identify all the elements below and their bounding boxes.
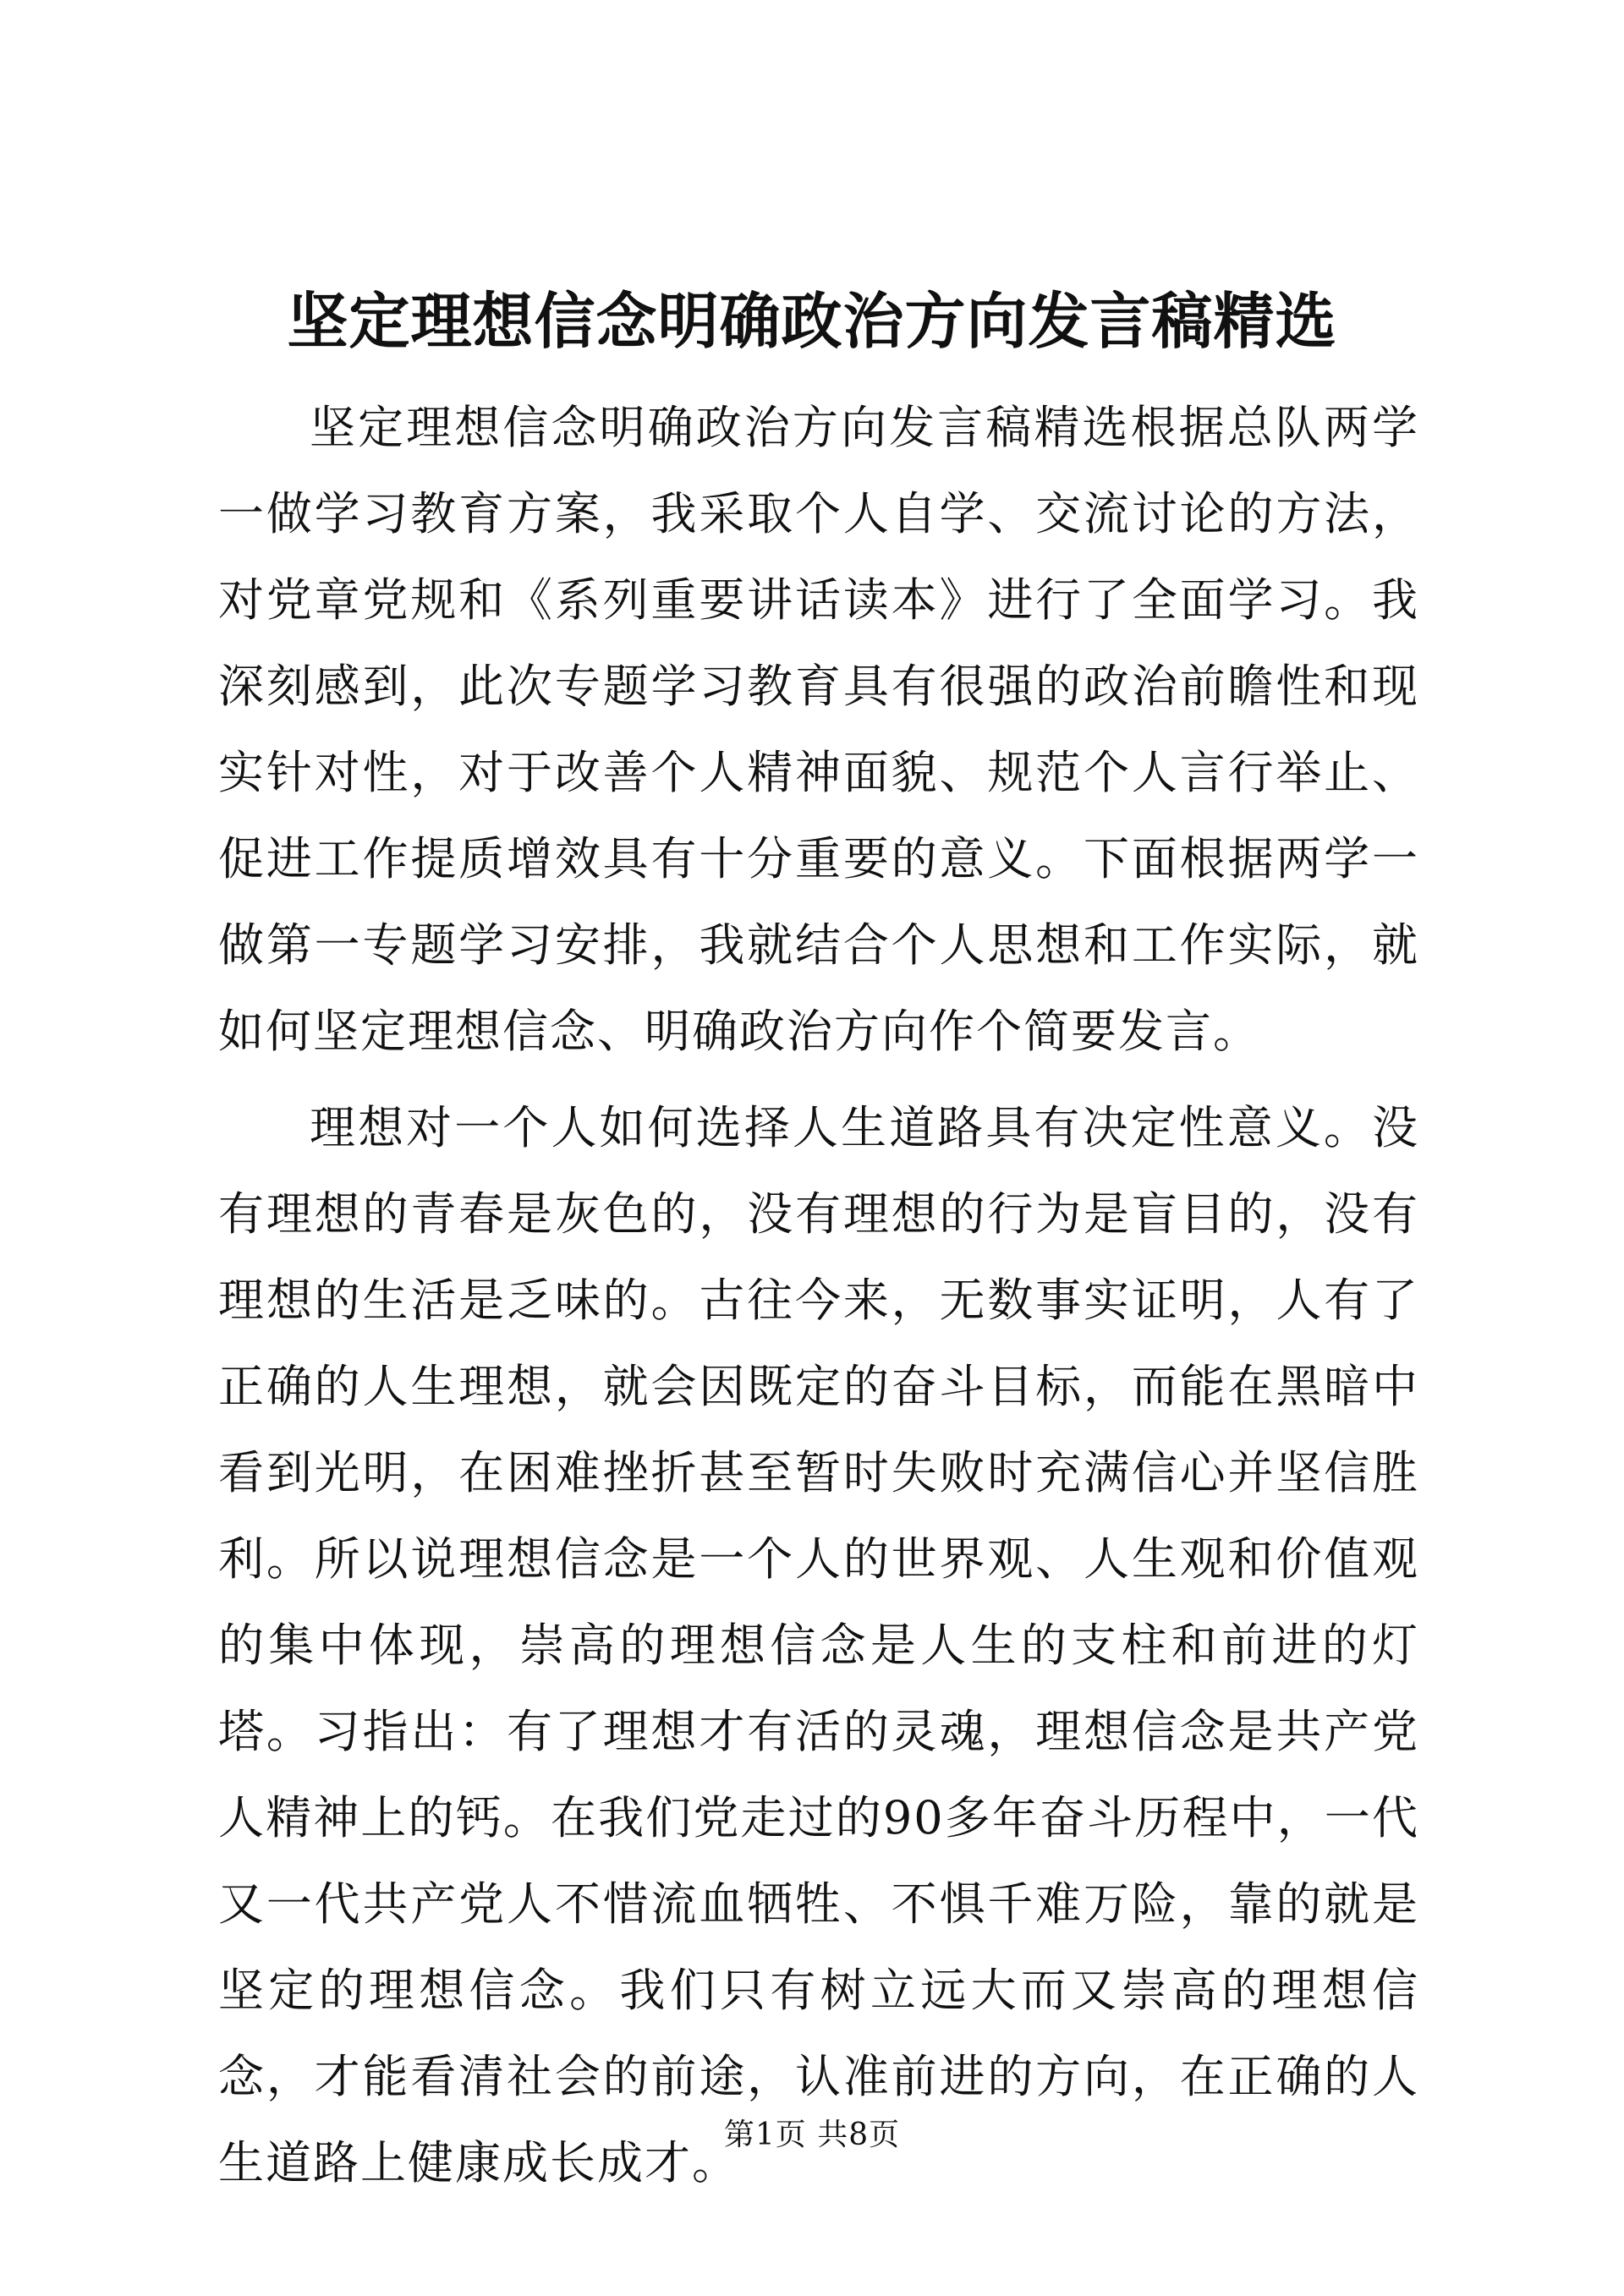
document-title: 坚定理想信念明确政治方向发言稿精选 <box>287 285 1337 357</box>
paragraph-ideals: 理想对一个人如何选择人生道路具有决定性意义。没有理想的青春是灰色的，没有理想的行为是盲目的，没有理想的生活是乏味的。古往今来，无数事实证明，人有了正确的人生理想，就会因既定的奋斗目标，而能在黑暗中看到光明，在困难挫折甚至暂时失败时充满信心并坚信胜利。所以说理想信念是一个人的世界观、人生观和价值观的集中体现，崇高的理想信念是人生的支柱和前进的灯塔。习指出：有了理想才有活的灵魂，理想信念是共产党人精神上的钙。在我们党走过的90多年奋斗历程中，一代又一代共产党人不惜流血牺牲、不惧千难万险，靠的就是坚定的理想信念。我们只有树立远大而又崇高的理想信念，才能看清社会的前途，认准前进的方向，在正确的人生道路上健康成长成才。 <box>218 1101 1419 2189</box>
paragraph-intro: 坚定理想信念明确政治方向发言稿精选根据总队两学一做学习教育方案，我采取个人自学、交流讨论的方法，对党章党规和《系列重要讲话读本》进行了全面学习。我深刻感到，此次专题学习教育具有很强的政治前瞻性和现实针对性，对于改善个人精神面貌、规范个人言行举止、促进工作提质增效具有十分重要的意义。下面根据两学一做第一专题学习安排，我就结合个人思想和工作实际，就如何坚定理想信念、明确政治方向作个简要发言。 <box>218 401 1419 1058</box>
page-footer: 第1页 共8页 <box>723 2118 901 2152</box>
document-body <box>218 385 1419 2206</box>
